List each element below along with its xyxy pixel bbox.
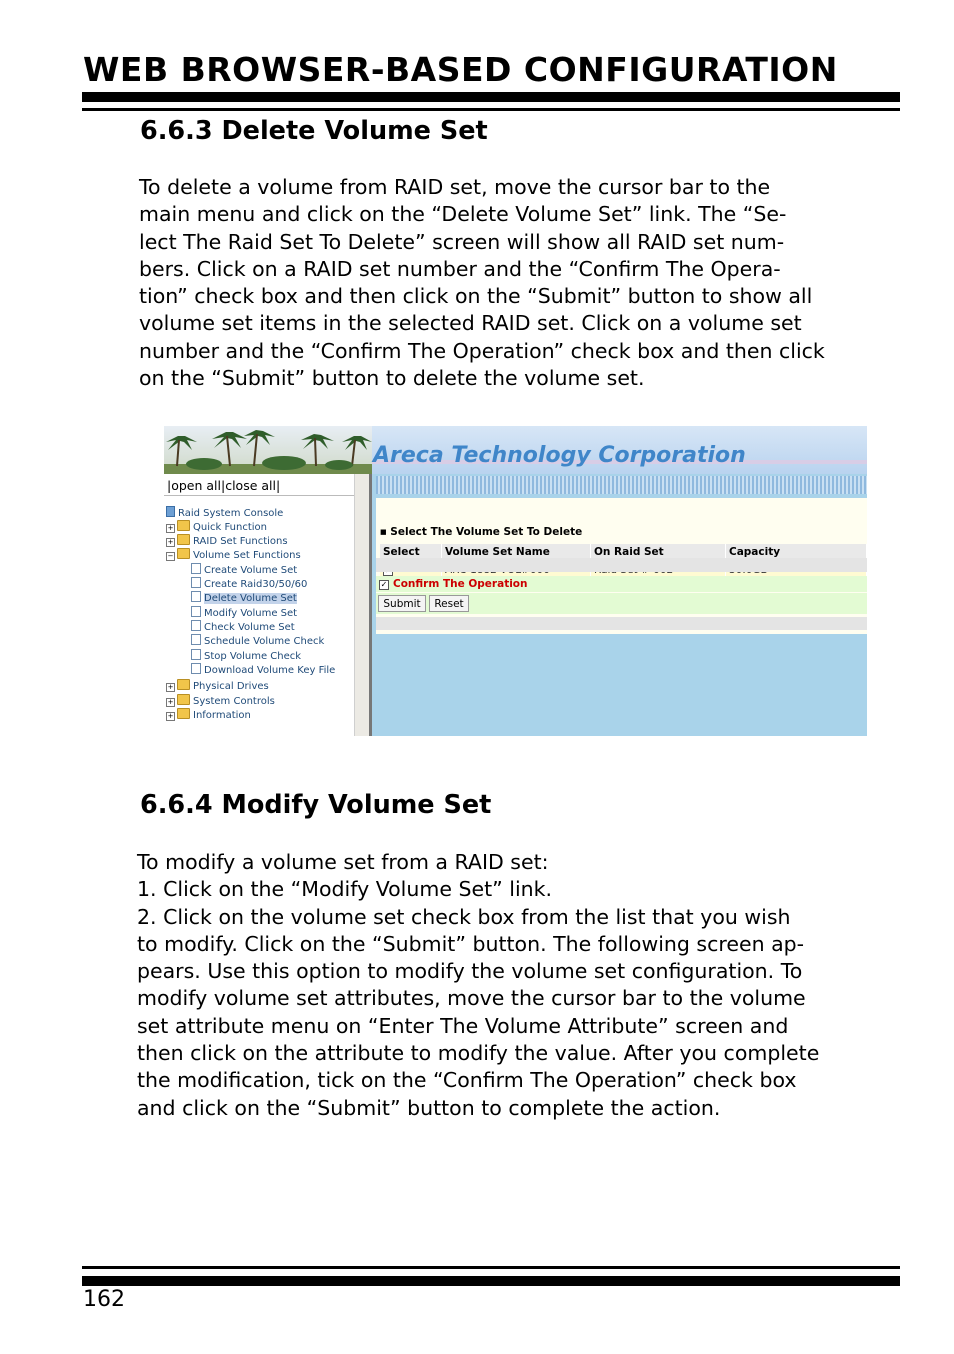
delete-volume-set-screenshot	[164, 426, 867, 736]
action-buttons-row	[376, 593, 867, 614]
paragraph-line: set attribute menu on “Enter The Volume Attribute” screen and	[137, 1013, 789, 1038]
expand-icon[interactable]: +	[167, 712, 174, 720]
tree-item-schedule-volume-check[interactable]	[191, 634, 324, 648]
tree-label: Modify Volume Set	[204, 608, 298, 619]
tree-item-information[interactable]	[166, 708, 251, 722]
tree-item-modify-volume-set[interactable]	[191, 606, 297, 620]
paragraph-line: number and the “Confirm The Operation” check box and then click	[139, 338, 825, 363]
paragraph-line: 1. Click on the “Modify Volume Set” link.	[137, 877, 553, 902]
tree-label: Information	[193, 710, 251, 721]
reset-button[interactable]: Reset	[429, 595, 469, 612]
folder-icon	[177, 520, 190, 531]
sidebar-divider	[164, 495, 354, 496]
panel-separator	[376, 558, 867, 572]
paragraph-line: and click on the “Submit” button to complete the action.	[137, 1095, 721, 1120]
header-rule-thick	[82, 92, 900, 102]
column-header-volume-set-name: Volume Set Name	[442, 544, 591, 560]
expand-icon[interactable]: +	[167, 683, 174, 691]
tree-item-stop-volume-check[interactable]	[191, 649, 301, 663]
collapse-icon[interactable]: −	[167, 552, 174, 560]
paragraph-line: modify volume set attributes, move the cursor bar to the volume	[137, 986, 806, 1011]
folder-icon	[177, 679, 190, 690]
tree-label: Raid System Console	[178, 508, 284, 519]
page-icon	[191, 634, 201, 645]
page-number: 162	[83, 1287, 125, 1312]
page-icon	[191, 620, 201, 631]
page-icon	[191, 663, 201, 674]
paragraph-line: tion” check box and then click on the “Submit” button to show all	[139, 284, 813, 309]
tree-label: Stop Volume Check	[204, 651, 302, 662]
tree-label: System Controls	[193, 696, 275, 707]
tree-label: Download Volume Key File	[204, 665, 336, 676]
tree-label-selected: Delete Volume Set	[204, 593, 297, 604]
tree-label: Physical Drives	[193, 681, 269, 692]
page-icon	[191, 577, 201, 588]
paragraph-line: on the “Submit” button to delete the volume set.	[139, 366, 645, 391]
tree-item-download-volume-key-file[interactable]	[191, 663, 335, 677]
page-icon	[191, 606, 201, 617]
paragraph-line: lect The Raid Set To Delete” screen will show all RAID set num-	[139, 229, 785, 254]
tree-item-volume-set-functions[interactable]	[166, 548, 301, 562]
tree-label: Create Volume Set	[204, 565, 298, 576]
paragraph-line: To modify a volume set from a RAID set:	[137, 850, 549, 874]
content-frame	[372, 474, 867, 736]
folder-icon	[177, 694, 190, 705]
header-rule-thin	[82, 108, 900, 111]
paragraph-line: to modify. Click on the “Submit” button. The following screen ap-	[137, 931, 805, 956]
footer-rule-thin	[82, 1266, 900, 1269]
tree-item-create-raid30-50-60[interactable]	[191, 577, 307, 591]
tree-item-quick-function[interactable]	[166, 520, 267, 534]
tree-item-system-controls[interactable]	[166, 694, 275, 708]
tree-item-create-volume-set[interactable]	[191, 563, 297, 577]
column-header-select: Select	[380, 544, 442, 560]
tree-item-raid-system-console[interactable]	[166, 506, 283, 520]
open-close-all-links[interactable]: |open all|close all|	[167, 478, 281, 493]
folder-icon	[177, 534, 190, 545]
submit-button[interactable]: Submit	[378, 595, 426, 612]
column-header-capacity: Capacity	[726, 544, 867, 560]
expand-icon[interactable]: +	[167, 524, 174, 532]
tree-label: Volume Set Functions	[193, 550, 301, 561]
confirm-operation-row	[376, 576, 867, 592]
confirm-operation-label: Confirm The Operation	[393, 578, 528, 590]
expand-icon[interactable]: +	[167, 698, 174, 706]
expand-icon[interactable]: +	[167, 538, 174, 546]
paragraph-line: 2. Click on the volume set check box from the list that you wish	[137, 904, 791, 929]
tree-item-check-volume-set[interactable]	[191, 620, 295, 634]
monitor-icon	[166, 506, 175, 517]
paragraph-line: To delete a volume from RAID set, move the cursor bar to the	[139, 175, 771, 199]
column-header-on-raid-set: On Raid Set	[591, 544, 726, 560]
tree-item-delete-volume-set[interactable]	[191, 591, 297, 605]
footer-rule-thick	[82, 1276, 900, 1286]
tree-label: Create Raid30/50/60	[204, 579, 308, 590]
section1-paragraph	[139, 174, 825, 392]
open-folder-icon	[177, 548, 190, 559]
panel-bottom-strip	[376, 617, 867, 630]
paragraph-line: the modification, tick on the “Confirm The Operation” check box	[137, 1068, 797, 1093]
tree-item-raid-set-functions[interactable]	[166, 534, 288, 548]
page-header-title: WEB BROWSER-BASED CONFIGURATION	[83, 50, 838, 89]
page-icon	[191, 563, 201, 574]
tree-label: Quick Function	[193, 522, 267, 533]
tree-item-physical-drives[interactable]	[166, 679, 269, 693]
paragraph-line: bers. Click on a RAID set number and the “Confirm The Opera-	[139, 256, 781, 281]
tree-label: Check Volume Set	[204, 622, 295, 633]
page-icon	[191, 649, 201, 660]
panel-title: ■ Select The Volume Set To Delete	[380, 526, 583, 538]
content-top-strip	[376, 476, 867, 494]
tree-label: Schedule Volume Check	[204, 636, 325, 647]
paragraph-line: then click on the attribute to modify the value. After you complete	[137, 1041, 820, 1066]
palm-trees-banner-image	[164, 426, 372, 474]
page-icon	[191, 591, 201, 602]
paragraph-line: pears. Use this option to modify the volume set configuration. To	[137, 959, 803, 984]
brand-title: Areca Technology Corporation	[373, 443, 746, 468]
paragraph-line: volume set items in the selected RAID set. Click on a volume set	[139, 311, 802, 336]
folder-icon	[177, 708, 190, 719]
paragraph-line: main menu and click on the “Delete Volume Set” link. The “Se-	[139, 202, 787, 227]
banner	[164, 426, 867, 474]
tree-label: RAID Set Functions	[193, 536, 288, 547]
section-title-delete-volume-set: 6.6.3 Delete Volume Set	[140, 116, 488, 146]
nav-sidebar	[164, 474, 354, 736]
section-title-modify-volume-set: 6.6.4 Modify Volume Set	[140, 790, 492, 820]
sidebar-scrollbar[interactable]	[354, 474, 370, 736]
confirm-operation-checkbox[interactable]: ✓	[380, 580, 388, 589]
section2-paragraph	[137, 849, 819, 1122]
